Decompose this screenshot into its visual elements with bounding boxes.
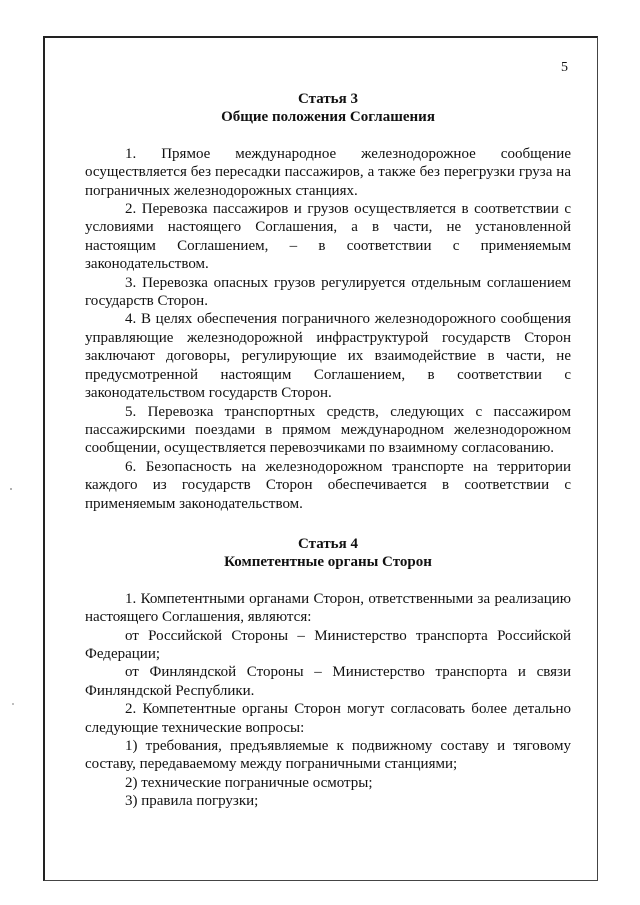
article-title: Статья 3 bbox=[298, 91, 358, 107]
paragraph: 1) требования, предъявляемые к подвижному составу и тяговому составу, передаваемому между пограничными станциями; bbox=[85, 738, 571, 773]
document-body bbox=[85, 90, 571, 811]
paragraph: 6. Безопасность на железнодорожном транспорте на территории каждого из государств Сторон обеспечивается в соответствии с применяемым законодательством. bbox=[85, 458, 571, 512]
paragraph: от Финляндской Стороны – Министерство транспорта и связи Финляндской Республики. bbox=[85, 664, 571, 699]
article-subtitle: Компетентные органы Сторон bbox=[224, 554, 432, 571]
paragraph: 2. Компетентные органы Сторон могут согласовать более детально следующие технические вопросы: bbox=[85, 701, 571, 736]
paragraph: 5. Перевозка транспортных средств, следующих с пассажиром пассажирскими поездами в прямом международном железнодорожном сообщении, осуществляется перевозчиками по взаимному согласованию. bbox=[85, 403, 571, 457]
paragraph: 1. Прямое международное железнодорожное сообщение осуществляется без пересадки пассажиров, а также без перегрузки груза на пограничных железнодорожных станциях. bbox=[85, 145, 571, 199]
article-3 bbox=[85, 90, 571, 513]
paragraph: от Российской Стороны – Министерство транспорта Российской Федерации; bbox=[85, 627, 571, 662]
paragraph: 4. В целях обеспечения пограничного железнодорожного сообщения управляющие железнодорожной инфраструктурой государств Сторон заключают договоры, регулирующие их взаимодействие в части, не предусмотренной настоящим Соглашением, в соответствии с законодательством государств Сторон. bbox=[85, 311, 571, 402]
scan-speck bbox=[10, 488, 12, 490]
paragraph: 1. Компетентными органами Сторон, ответственными за реализацию настоящего Соглашения, являются: bbox=[85, 590, 571, 626]
article-4 bbox=[85, 535, 571, 811]
scan-speck bbox=[12, 703, 14, 705]
paragraph: 2. Перевозка пассажиров и грузов осуществляется в соответствии с условиями настоящего Соглашения, а в части, не установленной настоящим Соглашением, – в соответствии с применяемым законодательством. bbox=[85, 201, 571, 273]
paragraph: 3) правила погрузки; bbox=[125, 793, 259, 810]
page-number: 5 bbox=[561, 60, 568, 75]
paragraph: 2) технические пограничные осмотры; bbox=[125, 774, 373, 791]
paragraph: 3. Перевозка опасных грузов регулируется отдельным соглашением государств Сторон. bbox=[85, 274, 571, 310]
article-subtitle: Общие положения Соглашения bbox=[221, 109, 435, 126]
section-gap bbox=[85, 513, 571, 535]
article-title: Статья 4 bbox=[298, 535, 358, 552]
